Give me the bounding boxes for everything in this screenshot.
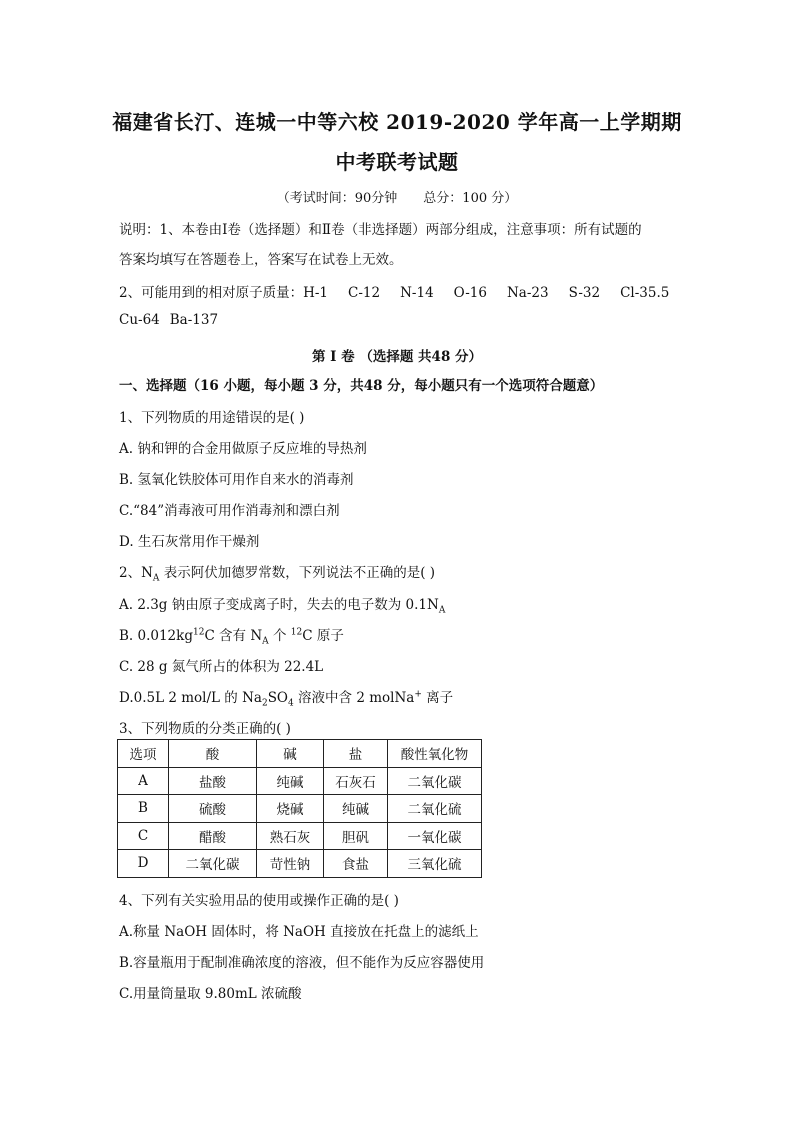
table-cell: 盐酸 [169,767,257,795]
table-header-row [118,740,482,768]
q2-b-text2: C 含有 N [204,628,263,644]
mass-s: S-32 [568,285,601,301]
q2-stem-text: 表示阿伏加德罗常数，下列说法不正确的是( ) [159,565,436,581]
table-cell: 二氧化硫 [388,795,482,823]
table-cell: B [118,795,169,823]
table-row [118,795,482,823]
q4-option-b: B.容量瓶用于配制准确浓度的溶液，但不能作为反应容器使用 [119,955,485,971]
q2-a-text: A. 2.3g 钠由原子变成离子时，失去的电子数为 0.1N [119,597,439,613]
mass-c: C-12 [348,285,381,301]
q2-a-sub: A [438,605,446,616]
mass-cu: Cu-64 [119,312,160,328]
q1-option-c: C.“84”消毒液可用作消毒剂和漂白剂 [119,503,340,519]
q2-b-sup1: 12 [192,627,205,638]
table-row [118,767,482,795]
exam-score: 总分：100 分） [423,191,518,206]
q2-option-c: C. 28 g 氮气所占的体积为 22.4L [119,659,324,675]
q1-option-d: D. 生石灰常用作干燥剂 [119,534,260,550]
table-cell: 纯碱 [257,767,324,795]
q2-d-sup: + [414,689,422,700]
table-cell: 纯碱 [324,795,388,823]
table-cell: 石灰石 [324,767,388,795]
q2-b-text4: C 原子 [302,628,344,644]
mass-o: O-16 [453,285,487,301]
q2-sub-a: A [152,573,160,584]
q3-stem: 3、下列物质的分类正确的( ) [119,721,291,737]
table-cell: D [118,850,169,878]
exam-info [0,187,794,206]
q2-d-text3: 溶液中含 2 molNa [293,690,415,706]
table-cell: 熟石灰 [257,822,324,850]
mass-ba: Ba-137 [169,312,219,328]
table-header: 碱 [257,740,324,768]
q2-b-sup2: 12 [290,627,303,638]
exam-title-line1: 福建省长汀、连城一中等六校 2019-2020 学年高一上学期期 [112,110,682,134]
atomic-masses [119,281,669,301]
mass-n: N-14 [400,285,434,301]
q2-b-text3: 个 [268,628,291,644]
q2-d-text2: SO [267,690,289,706]
q1-option-b: B. 氢氧化铁胶体可用作自来水的消毒剂 [119,472,354,488]
q1-option-a: A. 钠和钾的合金用做原子反应堆的导热剂 [119,441,367,457]
atomic-masses-label: 2、可能用到的相对原子质量： [119,285,304,301]
table-cell: 二氧化碳 [169,850,257,878]
q2-d-text4: 离子 [421,690,454,706]
q2-b-text1: B. 0.012kg [119,628,193,644]
table-cell: 烧碱 [257,795,324,823]
table-header: 选项 [118,740,169,768]
classification-table [117,739,482,878]
q2-option-b [119,624,344,647]
mass-h: H-1 [303,285,329,301]
table-header: 盐 [324,740,388,768]
mass-cl: Cl-35.5 [620,285,670,301]
q2-b-sub: A [262,636,269,647]
table-cell: 三氧化硫 [388,850,482,878]
section-heading: 第 Ⅰ 卷 （选择题 共48 分） [311,349,483,365]
q2-option-a [119,593,445,616]
notes-line2: 答案均填写在答题卷上，答案写在试卷上无效。 [119,252,403,268]
exam-title-line2: 中考联考试题 [335,150,459,174]
q4-stem: 4、下列有关实验用品的使用或操作正确的是( ) [119,893,399,909]
q1-stem: 1、下列物质的用途错误的是( ) [119,410,305,426]
section-instructions: 一、选择题（16 小题，每小题 3 分，共48 分，每小题只有一个选项符合题意） [119,378,604,394]
q2-stem [119,561,435,584]
q4-option-c: C.用量筒量取 9.80mL 浓硫酸 [119,986,302,1002]
table-cell: 二氧化碳 [388,767,482,795]
q2-d-text1: D.0.5L 2 mol/L 的 Na [119,690,262,706]
table-cell: A [118,767,169,795]
q2-d-sub2: 4 [288,698,294,709]
q2-option-d [119,686,453,709]
exam-time: （考试时间：90分钟 [276,191,398,206]
mass-na: Na-23 [506,285,549,301]
q2-d-sub1: 2 [261,698,268,709]
table-cell: 食盐 [324,850,388,878]
table-row [118,850,482,878]
table-cell: 苛性钠 [257,850,324,878]
table-cell: 胆矾 [324,822,388,850]
notes-line1: 说明：1、本卷由Ⅰ卷（选择题）和Ⅱ卷（非选择题）两部分组成，注意事项：所有试题的 [119,222,642,238]
table-cell: 醋酸 [169,822,257,850]
q2-number: 2、N [119,565,153,581]
q4-option-a: A.称量 NaOH 固体时，将 NaOH 直接放在托盘上的滤纸上 [119,924,479,940]
table-row [118,822,482,850]
table-cell: 一氧化碳 [388,822,482,850]
table-cell: 硫酸 [169,795,257,823]
table-cell: C [118,822,169,850]
atomic-masses-2 [119,312,218,328]
table-header: 酸性氧化物 [388,740,482,768]
table-header: 酸 [169,740,257,768]
